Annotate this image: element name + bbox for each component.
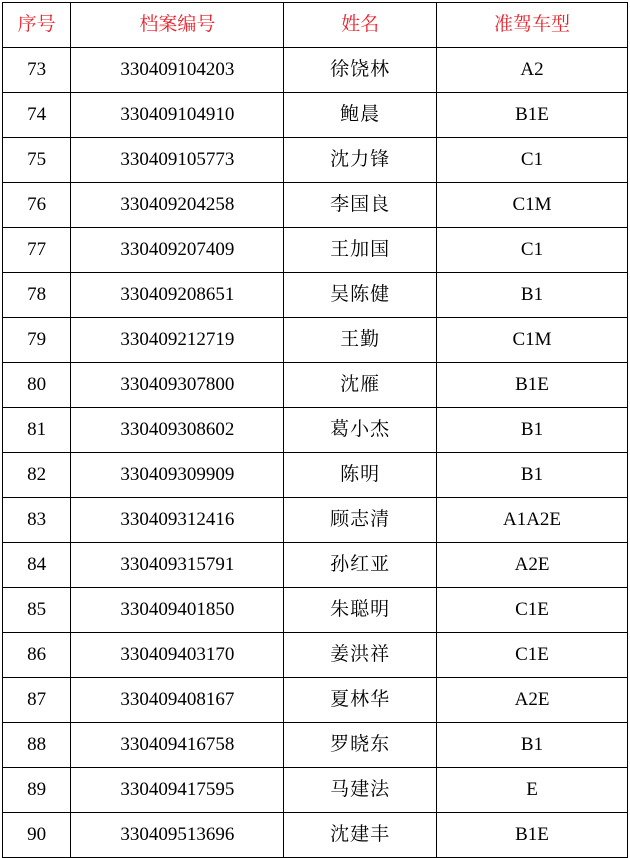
- cell-index: 78: [3, 273, 71, 318]
- cell-license-type: C1M: [437, 318, 628, 363]
- cell-name: 葛小杰: [284, 408, 437, 453]
- column-header-name: 姓名: [284, 3, 437, 48]
- cell-file-number: 330409401850: [71, 588, 284, 633]
- cell-index: 79: [3, 318, 71, 363]
- cell-license-type: B1: [437, 273, 628, 318]
- table-row: [3, 363, 628, 408]
- cell-name: 罗晓东: [284, 723, 437, 768]
- cell-file-number: 330409212719: [71, 318, 284, 363]
- cell-name: 陈明: [284, 453, 437, 498]
- table-row: [3, 273, 628, 318]
- cell-name: 徐饶林: [284, 48, 437, 93]
- cell-index: 86: [3, 633, 71, 678]
- cell-index: 82: [3, 453, 71, 498]
- table-row: [3, 543, 628, 588]
- cell-name: 顾志清: [284, 498, 437, 543]
- table-row: [3, 138, 628, 183]
- table-row: [3, 588, 628, 633]
- column-header-license-type: 准驾车型: [437, 3, 628, 48]
- table-row: [3, 633, 628, 678]
- cell-index: 75: [3, 138, 71, 183]
- cell-license-type: A2E: [437, 678, 628, 723]
- cell-index: 85: [3, 588, 71, 633]
- table-row: [3, 498, 628, 543]
- cell-index: 87: [3, 678, 71, 723]
- cell-index: 83: [3, 498, 71, 543]
- table-row: [3, 768, 628, 813]
- table-row: [3, 48, 628, 93]
- cell-index: 90: [3, 813, 71, 858]
- cell-name: 鲍晨: [284, 93, 437, 138]
- cell-name: 李国良: [284, 183, 437, 228]
- cell-license-type: E: [437, 768, 628, 813]
- cell-file-number: 330409312416: [71, 498, 284, 543]
- cell-name: 沈力锋: [284, 138, 437, 183]
- table-header: [3, 3, 628, 48]
- cell-file-number: 330409309909: [71, 453, 284, 498]
- driver-records-table: [2, 2, 628, 858]
- cell-name: 姜洪祥: [284, 633, 437, 678]
- cell-index: 77: [3, 228, 71, 273]
- cell-license-type: A2: [437, 48, 628, 93]
- cell-license-type: C1: [437, 228, 628, 273]
- table-row: [3, 813, 628, 858]
- cell-index: 81: [3, 408, 71, 453]
- table-row: [3, 183, 628, 228]
- cell-license-type: A1A2E: [437, 498, 628, 543]
- column-header-file-number: 档案编号: [71, 3, 284, 48]
- table-row: [3, 678, 628, 723]
- cell-index: 73: [3, 48, 71, 93]
- cell-name: 王加国: [284, 228, 437, 273]
- cell-license-type: C1: [437, 138, 628, 183]
- table-row: [3, 93, 628, 138]
- cell-name: 吴陈健: [284, 273, 437, 318]
- table-row: [3, 408, 628, 453]
- cell-index: 84: [3, 543, 71, 588]
- cell-file-number: 330409513696: [71, 813, 284, 858]
- cell-license-type: B1E: [437, 93, 628, 138]
- cell-license-type: B1E: [437, 363, 628, 408]
- cell-index: 88: [3, 723, 71, 768]
- column-header-index: 序号: [3, 3, 71, 48]
- cell-file-number: 330409308602: [71, 408, 284, 453]
- cell-license-type: B1: [437, 453, 628, 498]
- cell-index: 76: [3, 183, 71, 228]
- cell-file-number: 330409307800: [71, 363, 284, 408]
- cell-name: 马建法: [284, 768, 437, 813]
- cell-file-number: 330409207409: [71, 228, 284, 273]
- cell-file-number: 330409104203: [71, 48, 284, 93]
- cell-license-type: C1E: [437, 633, 628, 678]
- cell-license-type: C1M: [437, 183, 628, 228]
- cell-file-number: 330409416758: [71, 723, 284, 768]
- cell-file-number: 330409208651: [71, 273, 284, 318]
- table-body: [3, 48, 628, 858]
- cell-index: 74: [3, 93, 71, 138]
- table-row: [3, 453, 628, 498]
- table-row: [3, 318, 628, 363]
- cell-name: 沈建丰: [284, 813, 437, 858]
- cell-name: 王勤: [284, 318, 437, 363]
- cell-file-number: 330409204258: [71, 183, 284, 228]
- cell-license-type: B1: [437, 723, 628, 768]
- cell-license-type: C1E: [437, 588, 628, 633]
- cell-file-number: 330409417595: [71, 768, 284, 813]
- table-header-row: [3, 3, 628, 48]
- cell-license-type: B1E: [437, 813, 628, 858]
- cell-file-number: 330409105773: [71, 138, 284, 183]
- cell-license-type: B1: [437, 408, 628, 453]
- cell-name: 孙红亚: [284, 543, 437, 588]
- cell-index: 89: [3, 768, 71, 813]
- table-row: [3, 723, 628, 768]
- cell-file-number: 330409408167: [71, 678, 284, 723]
- cell-license-type: A2E: [437, 543, 628, 588]
- driver-records-table-container: [0, 2, 630, 846]
- cell-name: 朱聪明: [284, 588, 437, 633]
- cell-file-number: 330409403170: [71, 633, 284, 678]
- cell-name: 夏林华: [284, 678, 437, 723]
- cell-file-number: 330409315791: [71, 543, 284, 588]
- cell-file-number: 330409104910: [71, 93, 284, 138]
- cell-index: 80: [3, 363, 71, 408]
- cell-name: 沈雁: [284, 363, 437, 408]
- table-row: [3, 228, 628, 273]
